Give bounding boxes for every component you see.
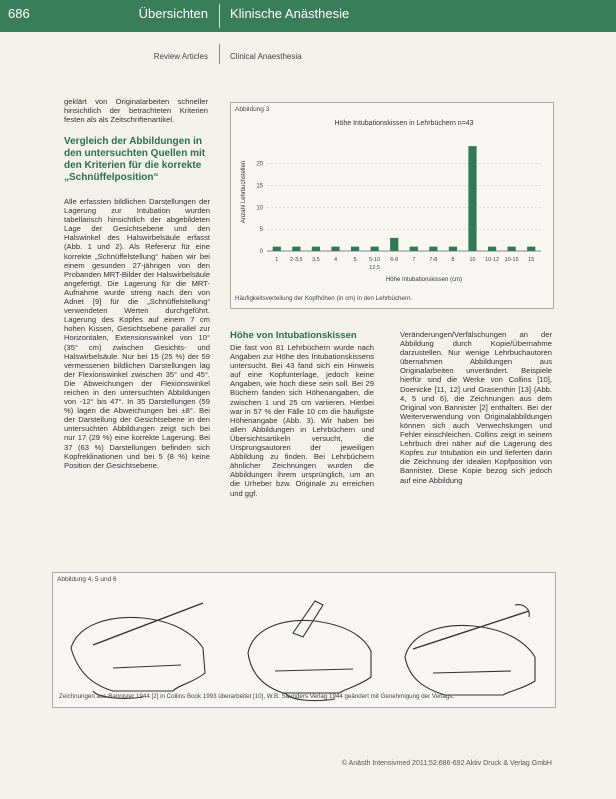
y-tick-label: 5 [259, 227, 263, 234]
section-title-left: Übersichten [138, 6, 208, 21]
intubation-drawings [53, 573, 555, 707]
trachea-2 [275, 669, 353, 671]
x-tick-label: 10-15 [504, 257, 519, 263]
head-profile-2 [248, 620, 371, 693]
x-tick-label: 5 [353, 257, 357, 263]
footer-copyright: © Anästh Intensivmed 2011;52:686-692 Aktiv Druck & Verlag GmbH [341, 760, 552, 767]
figure-4-caption: Zeichnungen aus Bannister 1944 [2] in Collins Book 1993 überarbeitet [10], W.B. Saunders Verlag 1944 geändert mit Genehmigung der Verlags. [59, 693, 455, 700]
head-profile-3 [405, 625, 535, 695]
x-axis-label: Höhe Intubationskissen (cm) [385, 277, 463, 283]
chart-bar [410, 247, 418, 251]
figure-4-label: Abbildung 4, 5 und 6 [57, 576, 117, 583]
subheader-left: Review Articles [153, 52, 208, 61]
laryngoscope-3 [413, 611, 529, 649]
y-tick-label: 0 [259, 249, 263, 255]
chart-bar [468, 146, 476, 251]
chart-bar [312, 247, 320, 251]
x-tick-label: 10-12 [485, 257, 500, 263]
chart-bar [508, 247, 516, 251]
laryngoscope-1 [93, 603, 203, 645]
laryngoscope-2 [293, 601, 323, 637]
chart-bar [390, 238, 398, 251]
chart-bar [331, 247, 339, 251]
body-column-1: Alle erfassten bildlichen Darstellungen der Lagerung zur Intubation wurden tabellarisch hinsichtlich der abgebildeten Lage der Gesichtsebene und den Halswinkel des Halswirbelsäule erfasst (Abb. 1 und 2). Als Referenz für eine korrekte „Schnüffelstellung“ haben wir bei einem gesunden 27-jährigen von den Probanden MRT-Bilder der Halswirbelsäule angefertigt. Die Lagerung für die MRT-Aufnahme wurde streng nach den von Adnet [9] für die „Schnüffelstellung“ verwendeten Werten durchgeführt. Lagerung des Kopfes auf einem 7 cm hohen Kissen, Gesichtsebene parallel zur Horizontalen, Extensionswinkel von 10° (35° cm) zwischen Gesichts- und Halswirbelsäule. Nur bei 15 (25 %) der 59 vermessenen bildlichen Darstellungen lag der Flexionswinkel zwischen 35° und 45°. Die Abweichungen der Flexionswinkel reichen in den untersuchten Abbildungen von -12° bis 47°. In 35 Darstellungen (59 %) lagen die Abweichungen bei ±8°. Bei der Darstellung der Gesichtsebene in den untersuchten Abbildungen zeigt sich bei nur 17 (29 %) eine korrekte Lagerung. Bei 37 (63 %) Darstellungen befinden sich Kopfreklinationen und bei 5 (8 %) keine Position der Gesichtsebene. [64, 197, 210, 470]
figure-4-5-6 [52, 572, 556, 708]
header-divider [219, 4, 220, 28]
y-tick-label: 10 [256, 205, 263, 212]
x-tick-label: 3,5 [312, 257, 320, 263]
y-axis-label: Anzahl Lehrbuchstellen [241, 160, 247, 224]
page-number: 686 [8, 6, 30, 21]
subheader-right: Clinical Anaesthesia [230, 52, 302, 61]
section-heading-pillow-height: Höhe von Intubationskissen [230, 330, 357, 341]
bar-chart [231, 103, 553, 308]
chart-bar [292, 247, 300, 251]
figure-3 [230, 102, 554, 309]
subheader-divider [219, 44, 220, 64]
x-tick-label: 15 [528, 257, 535, 263]
x-tick-label: 7-8 [429, 257, 438, 263]
x-tick-label: 6-8 [390, 257, 399, 263]
section-title-right: Klinische Anästhesie [230, 6, 350, 21]
trachea-3 [433, 671, 511, 673]
chart-bar [488, 247, 496, 251]
body-column-2: Die fast von 81 Lehrbüchern wurde nach Angaben zur Höhe des Intubationskissens untersucht. Bei 43 fand sich ein Hinweis auf eine Kopfunterlage, jedoch keine Angaben, wie hoch diese sein soll. Bei 29 Büchern fanden sich Höhenangaben, die zwischen 1 und 25 cm variieren. Hierbei war in 57 % der Fälle 10 cm die häufigste Höhenangabe (Abb. 3). Wir haben bei allen Abbildungen in Lehrbüchern und Übersichtsartikeln versucht, die Ursprungsautoren der jeweiligen Abbildung zu finden. Bei Lehrbüchern ähnlicher Zeichnungen wurden die Abbildungen ihrem ursprünglich, um an die Urheber bzw. Originale zu erreichen und ggf. [230, 343, 374, 498]
chart-bar [273, 247, 281, 251]
x-tick-label: 5-10 [369, 257, 381, 263]
x-tick-label: 1 [275, 257, 279, 263]
x-tick-label: 10 [469, 257, 476, 263]
x-tick-label: 2-3,5 [290, 257, 303, 263]
chart-bar [527, 247, 535, 251]
chart-bar [449, 247, 457, 251]
x-tick-extra: 12,5 [369, 265, 381, 271]
chart-title: Höhe Intubationskissen in Lehrbüchern n=43 [334, 120, 474, 127]
x-tick-label: 7 [412, 257, 416, 263]
figure-3-caption: Häufigkeitsverteilung der Kopfhöhen (in cm) in den Lehrbüchern. [235, 295, 413, 302]
figure-3-label: Abbildung 3 [235, 106, 270, 113]
section-heading-comparison: Vergleich der Abbildungen in den untersuchten Quellen mit den Kriterien für die korrekte „Schnüffelposition“ [64, 136, 206, 183]
chart-bar [429, 247, 437, 251]
lead-paragraph: geklärt von Originalarbeiten schneller hinsichtlich der betrachteten Kriterien festen als als Zeitschriftenartikel. [64, 97, 208, 125]
y-tick-label: 20 [256, 161, 263, 168]
chart-bar [371, 247, 379, 251]
page-header-bar [0, 0, 616, 32]
body-column-3: Veränderungen/Verfälschungen an der Abbildung durch Kopie/Übernahme darzustellen. Nur wenige Lehrbuchautoren übernahmen Abbildungen aus Originalarbeiten unverändert. Beispiele hierfür sind die Werke von Collins [10], Doenicke [11, 12] und Grasenthin [13] (Abb. 4, 5 und 6), die Zeichnungen aus dem Original von Bannister [2] enthalten. Bei der Weiterverwendung von Originalabbildungen können sich auch Verwechslungen und Fehler einschleichen. Collins zeigt in seinem Lehrbuch drei näher auf die Lagerung des Kopfes zur Intubation ein und lieferten darin die Zeichnung der idealen Kopfposition von Bannister. Diese Kopie bezog sich jedoch auf eine Abbildung [400, 330, 552, 485]
x-tick-label: 8 [451, 257, 455, 263]
y-tick-label: 15 [256, 183, 263, 190]
chart-bar [351, 247, 359, 251]
trachea-1 [113, 665, 181, 668]
x-tick-label: 4 [333, 257, 338, 263]
